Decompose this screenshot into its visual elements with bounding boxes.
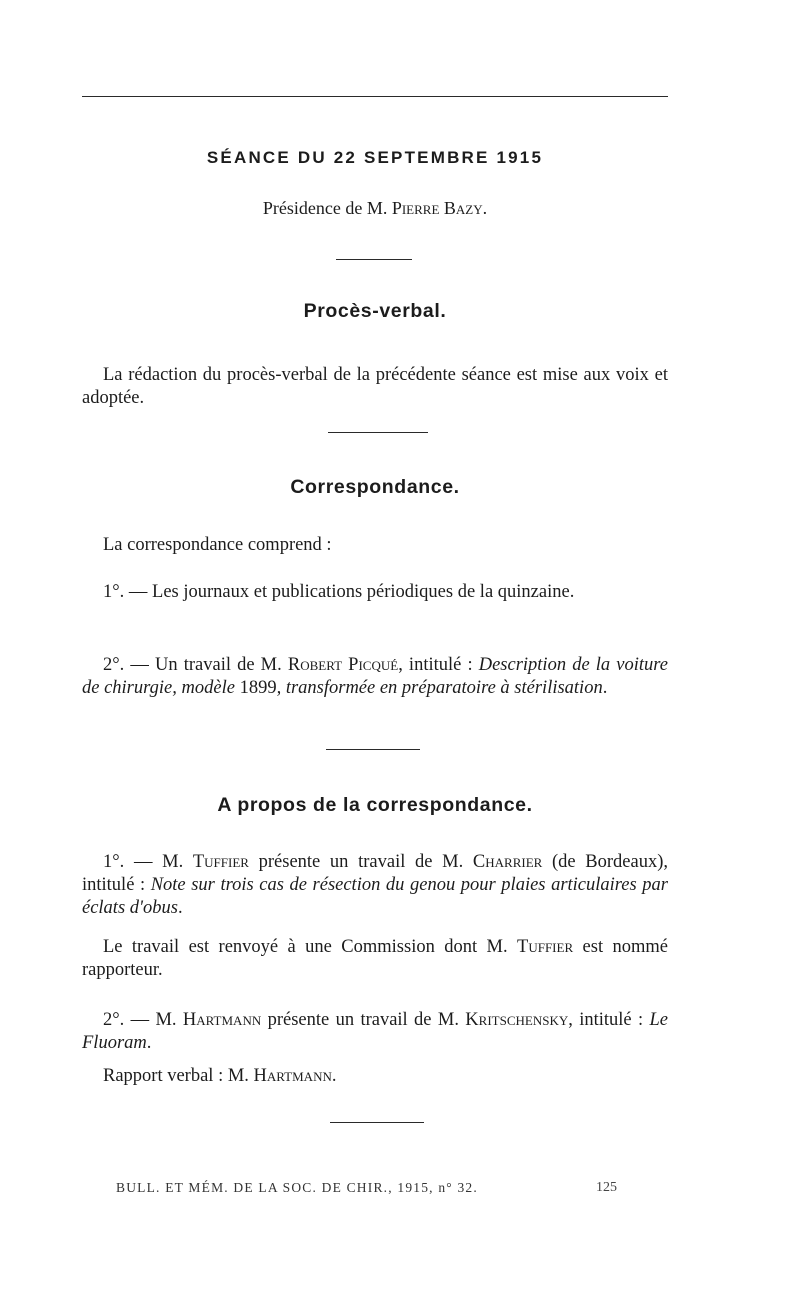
item-middle: présente un travail de M. xyxy=(248,852,473,872)
item-prefix: 2°. — M. xyxy=(103,1010,183,1030)
session-title: SÉANCE DU 22 SEPTEMBRE 1915 xyxy=(206,148,544,167)
presidence-line xyxy=(0,198,750,219)
correspondance-item-2 xyxy=(82,654,668,700)
rapport-end: . xyxy=(331,1066,337,1086)
author-name: Charrier xyxy=(472,852,543,872)
work-year: 1899 xyxy=(239,678,277,698)
item-prefix: 1°. — M. xyxy=(103,852,193,872)
correspondance-intro: La correspondance comprend : xyxy=(103,535,332,555)
author-name: Robert Picqué xyxy=(287,655,399,675)
item-middle: présente un travail de M. xyxy=(261,1010,466,1030)
section-rule xyxy=(336,259,412,260)
page-number: 125 xyxy=(596,1180,617,1195)
referral-suffix: est nommé rapporteur. xyxy=(82,937,668,980)
presidence-suffix: . xyxy=(482,198,488,218)
a-propos-item-2 xyxy=(82,1009,668,1055)
rapporteur-name: Hartmann xyxy=(253,1066,332,1086)
correspondance-item-1: 1°. — Les journaux et publications périodiques de la quinzaine. xyxy=(103,582,575,602)
footer-citation: BULL. ET MÉM. DE LA SOC. DE CHIR., 1915, n° 32. xyxy=(116,1180,478,1195)
work-title: Le Fluoram xyxy=(82,1010,668,1053)
a-propos-heading: A propos de la correspondance. xyxy=(217,794,533,816)
referral-text xyxy=(82,936,668,982)
rapporteur-name: Tuffier xyxy=(517,937,574,957)
section-rule xyxy=(328,432,428,433)
presenter-name: Tuffier xyxy=(192,852,249,872)
item-end: . xyxy=(146,1033,152,1053)
president-name: Pierre Bazy xyxy=(391,198,483,218)
a-propos-item-1 xyxy=(82,851,668,920)
item-middle: , intitulé : xyxy=(398,655,479,675)
presenter-name: Hartmann xyxy=(182,1010,262,1030)
referral-prefix: Le travail est renvoyé à une Commission dont M. xyxy=(103,937,518,957)
presidence-prefix: Présidence de M. xyxy=(262,198,392,218)
top-rule xyxy=(82,96,668,97)
item-middle: (de Bordeaux), intitulé : xyxy=(82,852,668,895)
item-middle: , intitulé : xyxy=(568,1010,650,1030)
section-rule xyxy=(330,1122,424,1123)
rapport-verbal xyxy=(82,1065,668,1088)
section-rule xyxy=(326,749,420,750)
work-title: Description de la voiture de chirurgie, modèle xyxy=(82,655,668,698)
work-title: Note sur trois cas de résection du genou pour plaies articulaires par éclats d'obus xyxy=(82,875,668,918)
proces-verbal-text: La rédaction du procès-verbal de la précédente séance est mise aux voix et adoptée. xyxy=(82,365,668,408)
correspondance-heading: Correspondance. xyxy=(290,476,460,498)
proces-verbal-heading: Procès-verbal. xyxy=(303,300,447,322)
author-name: Kritschensky xyxy=(465,1010,569,1030)
item-end: . xyxy=(602,678,608,698)
rapport-prefix: Rapport verbal : M. xyxy=(103,1066,254,1086)
work-title-continued: , transformée en préparatoire à stérilisation xyxy=(276,678,603,698)
item-end: . xyxy=(177,898,183,918)
item-prefix: 2°. — Un travail de M. xyxy=(103,655,288,675)
